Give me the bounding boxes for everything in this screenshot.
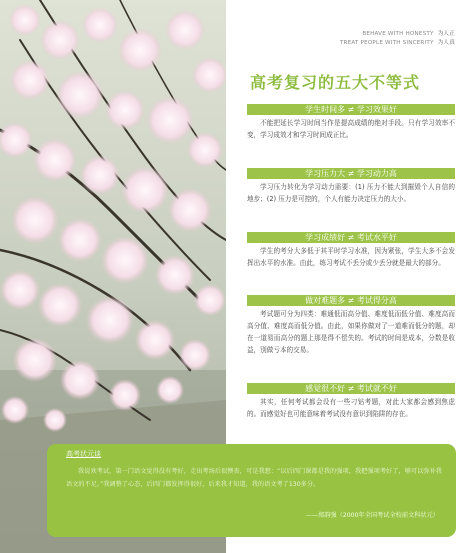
header-motto-2 [340,38,455,46]
section-heading: 感觉很不好 ≠ 考试就不好 [247,383,455,394]
note-tag: 高考状元谈 [66,450,101,458]
header-motto-2-en: TREAT PEOPLE WITH SINCERITY [339,40,434,46]
section-heading: 学生时间多 ≠ 学习效果好 [247,104,455,115]
header-motto-1-cn: 为人正 [437,31,455,37]
section-5 [247,383,455,420]
section-4 [247,295,455,356]
section-3 [247,232,455,269]
section-body: 其实，任何考试都会设有一些刁钻考题，对此大家都会感到焦虑的。而感觉好也可能意味着考试没有意识到陷阱的存在。 [247,398,455,418]
section-body: 学习压力转化为学习动力需要：(1) 压力不能大到摧毁个人自信的地步；(2) 压力是可控的，个人有能力决定压力的大小。 [247,183,455,203]
section-2 [247,168,455,205]
header-motto-1-en: BEHAVE WITH HONESTY [362,31,434,37]
note-signature: ——郑韵强（2000年全国考试全校前文科状元） [305,512,439,519]
header-motto-1 [362,29,455,37]
section-body: 不能把延长学习时间当作是提高成绩的绝对手段。只有学习效率不变，学习成效才和学习时间成正比。 [247,119,455,139]
header-motto-2-cn: 为人真 [437,40,455,46]
section-heading: 学习压力大 ≠ 学习动力高 [247,168,455,179]
section-heading: 学习成绩好 ≠ 考试水平好 [247,232,455,243]
section-body: 学生的考分大多低于其平时学习水准，因为紧张，学生大多不会发挥出水平的水准。由此，练习考试不丢分或少丢分就是最大的部分。 [247,247,455,267]
section-body: 考试题可分为四类：难通低而高分值、难度低而低分值、难度高而高分值、难度高而低分值。由此，如果你做对了一道难而低分的题，却在一道易而高分的题上那是得不偿失的。考试的时间是成本，分数是收益，别做亏本的交易。 [247,310,455,354]
article-title: 高考复习的五大不等式 [250,73,421,92]
section-heading: 做对难题多 ≠ 考试得分高 [247,295,455,306]
section-1 [247,104,455,141]
note-body: 我说欢考试，第一门语文觉得没有考好，走出考场后很懊丧，可是我想：“以后四门课都是我的强项，我把强项考好了，够可以弥补我语文的不足。”我调整了心态，后四门都发挥得很好，后来我才知道，我的语文考了130多分。 [66,468,442,488]
